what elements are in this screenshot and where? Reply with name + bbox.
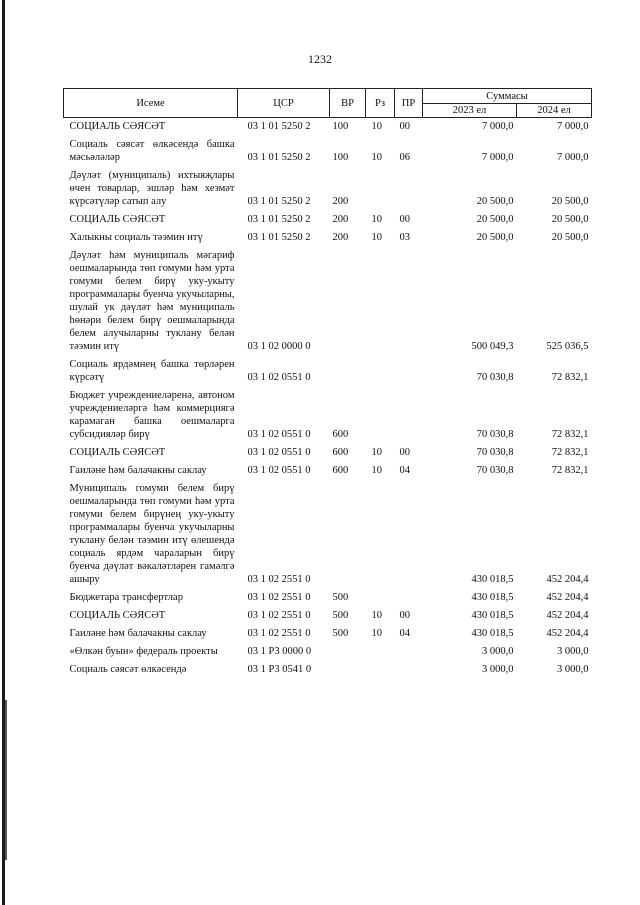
table-row	[64, 661, 592, 679]
table-row	[64, 462, 592, 480]
row-rz	[366, 589, 395, 607]
row-vr	[330, 480, 366, 589]
row-csr: 03 1 02 0551 0	[247, 447, 311, 458]
row-pr: 06	[399, 152, 410, 163]
row-sum-2024: 72 832,1	[551, 465, 589, 476]
row-pr: 00	[399, 610, 410, 621]
row-pr	[395, 356, 423, 387]
row-rz: 10	[371, 214, 382, 225]
row-vr	[330, 247, 366, 356]
row-sum-2024: 72 832,1	[551, 372, 589, 383]
row-csr: 03 1 02 2551 0	[247, 592, 311, 603]
row-name: Бюджет учреждениеләренә, автоном учреждениеләргә һәм коммерциягә карамаган башка оешмаларга субсидияләр бирү	[69, 390, 235, 440]
table-row	[64, 229, 592, 247]
row-csr: 03 1 01 5250 2	[247, 196, 311, 207]
row-name: Бюджетара трансфертлар	[69, 592, 183, 603]
row-name: Халыкны социаль тәэмин итү	[69, 232, 203, 243]
row-pr: 03	[399, 232, 410, 243]
row-sum-2023: 70 030,8	[476, 429, 514, 440]
row-name: СОЦИАЛЬ СӘЯСӘТ	[69, 214, 166, 225]
row-pr	[395, 167, 423, 211]
row-pr	[395, 387, 423, 444]
row-sum-2023: 430 018,5	[471, 628, 514, 639]
row-sum-2024: 20 500,0	[551, 214, 589, 225]
table-row	[64, 480, 592, 589]
row-pr	[395, 589, 423, 607]
row-rz: 10	[371, 152, 382, 163]
table-row	[64, 625, 592, 643]
row-sum-2024: 3 000,0	[557, 646, 589, 657]
row-csr: 03 1 02 2551 0	[247, 610, 311, 621]
table-row	[64, 387, 592, 444]
row-csr: 03 1 P3 0541 0	[247, 664, 312, 675]
row-sum-2023: 70 030,8	[476, 465, 514, 476]
row-sum-2024: 20 500,0	[551, 196, 589, 207]
row-name: СОЦИАЛЬ СӘЯСӘТ	[69, 121, 166, 132]
table-row	[64, 607, 592, 625]
scan-edge-mark	[5, 700, 7, 860]
row-rz: 10	[371, 465, 382, 476]
page-number: 1232	[308, 52, 332, 66]
row-vr: 600	[332, 465, 349, 476]
row-sum-2024: 72 832,1	[551, 429, 589, 440]
row-sum-2023: 70 030,8	[476, 447, 514, 458]
row-pr: 04	[399, 465, 410, 476]
row-vr: 500	[332, 610, 349, 621]
row-sum-2023: 20 500,0	[476, 232, 514, 243]
row-sum-2024: 452 204,4	[546, 592, 589, 603]
header-csr: ЦСР	[238, 89, 330, 118]
row-sum-2024: 452 204,4	[546, 574, 589, 585]
row-csr: 03 1 02 0000 0	[247, 341, 311, 352]
row-rz: 10	[371, 628, 382, 639]
table-header	[64, 89, 592, 118]
row-sum-2023: 430 018,5	[471, 592, 514, 603]
row-rz	[366, 643, 395, 661]
row-csr: 03 1 02 2551 0	[247, 574, 311, 585]
row-sum-2023: 7 000,0	[482, 121, 514, 132]
header-name: Исеме	[64, 89, 238, 118]
row-name: Гаиләне һәм балачакны саклау	[69, 465, 207, 476]
row-sum-2023: 430 018,5	[471, 610, 514, 621]
row-csr: 03 1 02 0551 0	[247, 465, 311, 476]
table-row	[64, 356, 592, 387]
row-rz: 10	[371, 121, 382, 132]
row-vr: 200	[332, 232, 349, 243]
row-pr: 00	[399, 214, 410, 225]
row-csr: 03 1 02 0551 0	[247, 429, 311, 440]
budget-table	[63, 88, 592, 679]
row-name: Дәүләт һәм муниципаль мәгариф оешмаларында төп гомуми һәм урта гомуми белем бирү уку-укыту программалары буенча укучыларны, шулай ук дәүләт һәм муниципаль һөнәри белем бирү оешмаларында белем алучыларны туклану белән тәэмин итү	[69, 250, 235, 352]
row-pr	[395, 247, 423, 356]
row-sum-2024: 452 204,4	[546, 610, 589, 621]
row-rz: 10	[371, 447, 382, 458]
row-sum-2023: 3 000,0	[482, 646, 514, 657]
row-vr	[330, 661, 366, 679]
row-csr: 03 1 01 5250 2	[247, 214, 311, 225]
row-csr: 03 1 01 5250 2	[247, 152, 311, 163]
row-name: Социаль ярдәмнең башка төрләрен күрсәтү	[69, 359, 235, 383]
row-sum-2023: 430 018,5	[471, 574, 514, 585]
table-body	[64, 118, 592, 680]
row-sum-2024: 72 832,1	[551, 447, 589, 458]
row-csr: 03 1 02 0551 0	[247, 372, 311, 383]
row-sum-2023: 3 000,0	[482, 664, 514, 675]
row-name: Социаль сәясәт өлкәсендә башка мәсьәләләр	[69, 139, 235, 163]
row-csr: 03 1 01 5250 2	[247, 121, 311, 132]
row-rz	[366, 167, 395, 211]
row-sum-2023: 20 500,0	[476, 196, 514, 207]
row-sum-2023: 20 500,0	[476, 214, 514, 225]
row-vr: 500	[332, 628, 349, 639]
row-name: Муниципаль гомуми белем бирү оешмаларында төп гомуми һәм урта гомуми белем бирүнең уку-укыту программалары буенча укучыларны туклану белән тәэмин итү өлешендә социаль ярдәм чараларын бирү буенча дәүләт вәкаләтләрен гамәлгә ашыру	[69, 483, 235, 585]
row-name: Гаиләне һәм балачакны саклау	[69, 628, 207, 639]
header-vr: ВР	[330, 89, 366, 118]
row-sum-2023: 7 000,0	[482, 152, 514, 163]
row-name: СОЦИАЛЬ СӘЯСӘТ	[69, 610, 166, 621]
row-pr	[395, 480, 423, 589]
row-rz	[366, 356, 395, 387]
row-name: «Өлкән буын» федераль проекты	[69, 646, 218, 657]
row-name: Дәүләт (муниципаль) ихтыяҗлары өчен товарлар, эшләр һәм хезмәт күрсәтүләр сатып алу	[69, 170, 235, 207]
row-vr: 100	[332, 152, 349, 163]
table-row	[64, 167, 592, 211]
row-name: СОЦИАЛЬ СӘЯСӘТ	[69, 447, 166, 458]
table-row	[64, 211, 592, 229]
row-pr	[395, 661, 423, 679]
row-rz	[366, 661, 395, 679]
row-vr: 200	[332, 196, 349, 207]
row-name: Социаль сәясәт өлкәсендә	[69, 664, 187, 675]
header-rz: Рз	[366, 89, 395, 118]
row-rz	[366, 247, 395, 356]
row-sum-2024: 20 500,0	[551, 232, 589, 243]
row-vr: 500	[332, 592, 349, 603]
row-rz	[366, 387, 395, 444]
header-year-2023: 2023 ел	[423, 104, 517, 118]
row-csr: 03 1 02 2551 0	[247, 628, 311, 639]
table-row	[64, 643, 592, 661]
row-sum-2024: 452 204,4	[546, 628, 589, 639]
row-csr: 03 1 P3 0000 0	[247, 646, 312, 657]
row-vr: 600	[332, 429, 349, 440]
row-pr	[395, 643, 423, 661]
header-year-2024: 2024 ел	[517, 104, 592, 118]
row-pr: 04	[399, 628, 410, 639]
table-row	[64, 118, 592, 137]
row-vr: 200	[332, 214, 349, 225]
row-vr: 100	[332, 121, 349, 132]
row-sum-2023: 500 049,3	[471, 341, 514, 352]
row-pr: 00	[399, 447, 410, 458]
table-row	[64, 247, 592, 356]
row-rz	[366, 480, 395, 589]
row-csr: 03 1 01 5250 2	[247, 232, 311, 243]
row-vr	[330, 643, 366, 661]
row-vr: 600	[332, 447, 349, 458]
row-sum-2024: 525 036,5	[546, 341, 589, 352]
table-row	[64, 136, 592, 167]
table-row	[64, 589, 592, 607]
header-pr: ПР	[395, 89, 423, 118]
row-sum-2024: 7 000,0	[557, 121, 589, 132]
row-pr: 00	[399, 121, 410, 132]
table-row	[64, 444, 592, 462]
row-sum-2024: 7 000,0	[557, 152, 589, 163]
header-sums: Суммасы	[423, 89, 592, 104]
row-sum-2024: 3 000,0	[557, 664, 589, 675]
row-rz: 10	[371, 232, 382, 243]
row-rz: 10	[371, 610, 382, 621]
row-vr	[330, 356, 366, 387]
row-sum-2023: 70 030,8	[476, 372, 514, 383]
